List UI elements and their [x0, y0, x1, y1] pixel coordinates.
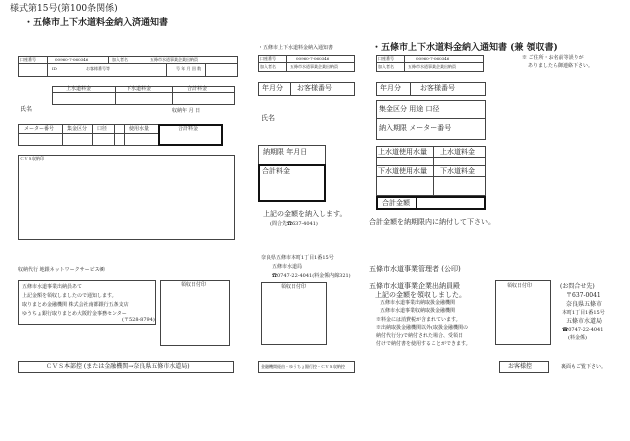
middle-due-label: 納期限 年月日 [263, 148, 308, 156]
right-water-usage-label: 上水道使用水量 [378, 148, 427, 156]
right-receipt-stamp-box [495, 280, 551, 345]
left-note-3: 取りまとめ金融機関 株式会社南都銀行五条支店 [22, 302, 129, 308]
right-contact-5: ☎0747-22-4041 [562, 327, 604, 333]
right-receipt-line-6: 付けで納付書を使用することができます。 [376, 341, 471, 347]
right-total-label: 合計金額 [382, 199, 410, 207]
middle-tel: (問合先☎637-4041) [270, 221, 318, 227]
left-note-1: 五條市水道事業出納員あて [22, 284, 83, 290]
right-sewer-usage-label: 下水道使用水量 [378, 167, 427, 175]
right-contact-4: 五條市水道局 [566, 318, 603, 325]
right-customer-no: お客様番号 [420, 84, 455, 92]
left-total-fee-label: 合計料金 [187, 86, 208, 92]
left-payee-name: 五條市水道事業企業出納員 [150, 56, 198, 62]
middle-period: 年月分 [262, 84, 283, 92]
left-col-usage: 使用水量 [129, 126, 150, 132]
left-water-fee-label: 上水道料金 [66, 86, 92, 92]
right-contact-3: 本町1丁目1番15号 [562, 310, 605, 316]
left-acct-label: 口座番号 [20, 56, 36, 62]
left-sewer-fee-label: 下水道料金 [126, 86, 152, 92]
middle-address: 奈良県五條市本町1丁目1番15号 [261, 255, 334, 261]
left-agent: 収納代行 地銀ネットワークサービス㈱ [18, 267, 105, 273]
left-note-2: 上記金額を領収しましたので通知します。 [22, 293, 117, 299]
left-footer: ＣＶＳ本部控 (または金融機関→奈良県五條市水道局) [46, 363, 190, 370]
right-customer-copy: お客様控 [508, 363, 533, 370]
middle-name-label: 氏名 [261, 114, 275, 122]
middle-message: 上記の金額を納入します。 [263, 210, 347, 218]
middle-stamp-label: 領収日付印 [281, 284, 307, 290]
right-water-fee-label: 上水道料金 [440, 148, 475, 156]
left-col-total: 合計料金 [178, 126, 199, 132]
middle-acct-label: 口座番号 [260, 56, 276, 61]
middle-heading: ・五條市上下水道料金納入通知書 [258, 45, 334, 51]
right-side-note-1: ※ ご住所・お名前等誤りが [522, 55, 584, 61]
middle-acct-number: 00960-7-060346 [296, 56, 330, 61]
left-receipt-stamp-box [160, 280, 230, 346]
middle-payee-name: 五條市水道事業企業出納員 [290, 64, 338, 69]
left-note-4: ゆうちょ銀行取りまとめ大阪貯金事務センター [22, 311, 127, 317]
right-contact-1: 〒637-0041 [566, 292, 601, 299]
left-name-label: 氏名 [20, 106, 33, 113]
left-cvs-label: ＣＶＳ収納印 [20, 156, 44, 161]
right-payee-name: 五條市水道事業企業出納員 [408, 64, 456, 69]
middle-receipt-stamp-box [261, 282, 327, 345]
middle-bureau: 五條市水道局 [272, 264, 303, 270]
right-receipt-line-4: ※出納取扱金融機関以外(取扱金融機関の [376, 325, 468, 331]
right-collect-row: 集金区分 用途 口径 [379, 105, 440, 113]
right-receipt-line-1: 五條市水道事業出納取扱金融機関 [380, 300, 456, 306]
left-customer-no-label: お客様番号等 [86, 66, 110, 71]
left-col-meter: メーター番号 [24, 126, 55, 132]
right-heading: ・五條市上下水道料金納入通知書 (兼 領収書) [372, 43, 558, 53]
right-contact-label: (お問合せ先) [560, 283, 595, 290]
right-receipt-line-5: 納付代行分)で納付された場合、受領日 [376, 333, 463, 339]
right-manager: 五條市水道事業管理者 (公印) [369, 265, 461, 273]
right-side-note-2: ありましたら御連絡下さい。 [528, 63, 594, 69]
middle-bureau-tel: ☎0747-22-4041(料金係内線321) [272, 273, 351, 279]
left-payee-label: 加入者名 [112, 56, 128, 62]
middle-footer: 金融機関経由・ゆうちょ銀行控・ＣＶＳ収納控 [261, 364, 345, 369]
middle-customer-no: お客様番号 [297, 84, 332, 92]
middle-total-label: 合計料金 [262, 167, 290, 175]
left-col-caliber: 口径 [97, 126, 108, 132]
middle-payee-label: 加入者名 [260, 64, 276, 69]
left-heading: ・五條市上下水道料金納入済通知書 [24, 18, 169, 28]
right-contact-2: 奈良県五條市 [566, 301, 603, 308]
left-col-collect: 集金区分 [67, 126, 88, 132]
right-confirm-note: 裏面もご覧下さい。 [561, 364, 607, 370]
right-pay-note: 合計金額を納期限内に納付して下さい。 [369, 218, 495, 226]
right-due-row: 納入期限 メーター番号 [379, 124, 452, 132]
right-acct-number: 00960-7-060346 [416, 56, 450, 61]
right-period: 年月分 [380, 84, 401, 92]
left-acct-number: 00960-7-060346 [55, 56, 89, 62]
right-officer: 五條市水道事業企業出納員殿 [369, 282, 460, 290]
right-acct-label: 口座番号 [378, 56, 394, 61]
left-stamp-label: 領収日付印 [181, 282, 207, 288]
left-id-label: ID [52, 66, 57, 71]
right-receipt-line-3: ※料金には消費税が含まれています。 [376, 317, 461, 323]
right-contact-6: (料金係) [568, 335, 587, 341]
right-receipt-msg: 上記の金額を領収しました。 [375, 291, 466, 299]
left-cvs-stamp-box [18, 155, 235, 240]
left-period-label: 号 年 月 回 数 [176, 66, 202, 71]
form-title: 様式第15号(第100条関係) [10, 4, 118, 14]
left-zip: (〒528-8794) [122, 317, 155, 323]
right-sewer-fee-label: 下水道料金 [440, 167, 475, 175]
right-stamp-label: 領収日付印 [507, 283, 533, 289]
right-payee-label: 加入者名 [378, 64, 394, 69]
right-receipt-line-2: 五條市水道事業収納取扱金融機関 [380, 308, 456, 314]
left-payment-date: 収納年 月 日 [172, 108, 201, 114]
